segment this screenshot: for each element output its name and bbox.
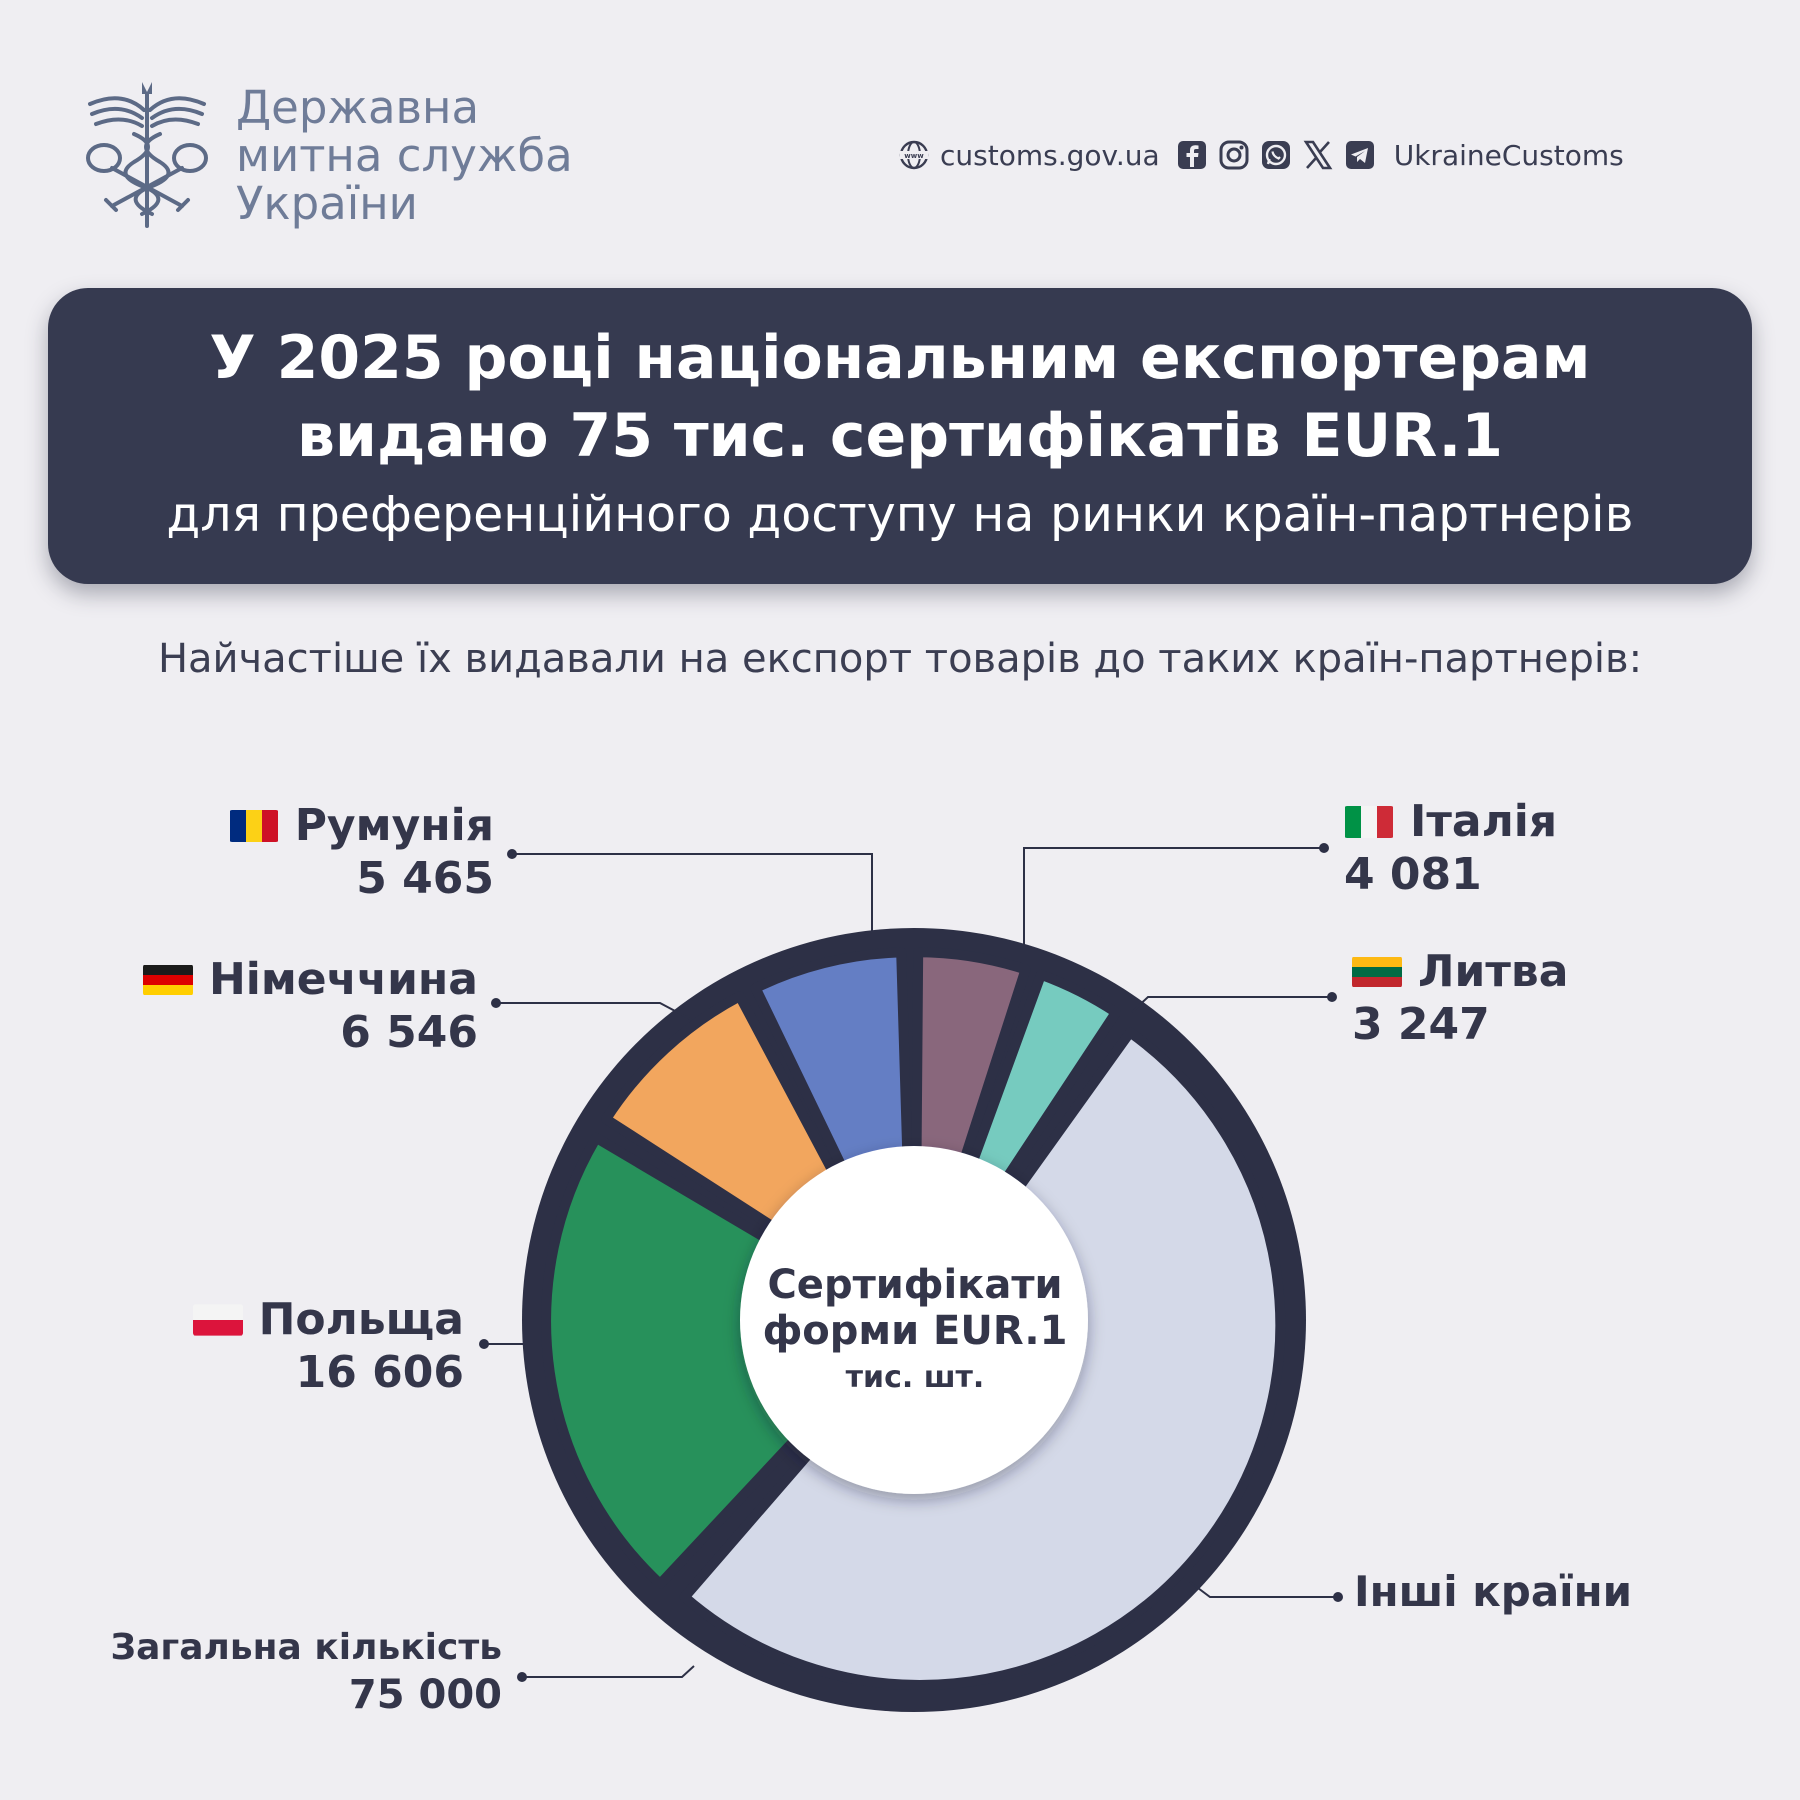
- svg-text:www: www: [904, 152, 924, 160]
- label-romania-value: 5 465: [356, 853, 494, 904]
- org-name-line-2: митна служба: [236, 129, 573, 182]
- leader-line-romania: [512, 854, 872, 948]
- org-name-line-1: Державна: [236, 81, 480, 134]
- leader-dot-romania: [507, 849, 517, 859]
- leader-dot-total: [517, 1672, 527, 1682]
- label-lithuania: [1352, 946, 1568, 1052]
- label-lithuania-name: Литва: [1418, 946, 1569, 997]
- leader-line-italy: [1024, 848, 1324, 960]
- label-lithuania-value: 3 247: [1352, 999, 1490, 1050]
- label-italy-name: Італія: [1410, 796, 1558, 847]
- poland-flag-icon: [193, 1304, 243, 1336]
- headline-line-2: видано 75 тис. сертифікатів EUR.1: [296, 401, 1504, 471]
- center-label-line-2: форми EUR.1: [762, 1308, 1068, 1354]
- label-total-value: 75 000: [348, 1672, 502, 1718]
- leader-dot-italy: [1319, 843, 1329, 853]
- label-germany-value: 6 546: [340, 1007, 478, 1058]
- label-italy: [1344, 796, 1557, 902]
- leader-line-lithuania: [1132, 997, 1332, 1012]
- romania-flag-icon: [229, 810, 279, 842]
- social-handle[interactable]: UkraineCustoms: [1393, 138, 1624, 172]
- website-link[interactable]: customs.gov.ua: [940, 138, 1160, 172]
- label-romania-name: Румунія: [294, 800, 494, 851]
- label-other-name: Інші країни: [1354, 1567, 1633, 1616]
- leader-line-germany: [496, 1003, 692, 1020]
- label-germany: [143, 954, 478, 1060]
- leader-dot-germany: [491, 998, 501, 1008]
- leader-dot-other: [1333, 1592, 1343, 1602]
- label-poland: [193, 1294, 464, 1400]
- center-label: [740, 1262, 1090, 1400]
- label-romania: [229, 800, 494, 906]
- italy-flag-icon: [1344, 806, 1394, 838]
- leader-line-other: [1190, 1582, 1338, 1597]
- leader-line-total: [522, 1666, 694, 1677]
- org-name-line-3: України: [236, 177, 418, 230]
- lithuania-flag-icon: [1352, 956, 1402, 988]
- subtitle: Найчастіше їх видавали на експорт товарів до таких країн-партнерів:: [157, 636, 1643, 682]
- headline-line-3: для преференційного доступу на ринки країн-партнерів: [166, 486, 1634, 543]
- center-unit: тис. шт.: [845, 1360, 985, 1395]
- label-total: [111, 1626, 502, 1720]
- headline-line-1: У 2025 році національним експортерам: [209, 323, 1591, 393]
- center-label-line-1: Сертифікати: [767, 1262, 1063, 1308]
- germany-flag-icon: [143, 964, 193, 996]
- label-other: [1354, 1566, 1632, 1618]
- label-germany-name: Німеччина: [208, 954, 478, 1005]
- label-poland-value: 16 606: [295, 1347, 464, 1398]
- label-italy-value: 4 081: [1344, 849, 1482, 900]
- label-poland-name: Польща: [258, 1294, 464, 1345]
- leader-dot-poland: [479, 1339, 489, 1349]
- leader-dot-lithuania: [1327, 992, 1337, 1002]
- label-total-name: Загальна кількість: [110, 1627, 502, 1668]
